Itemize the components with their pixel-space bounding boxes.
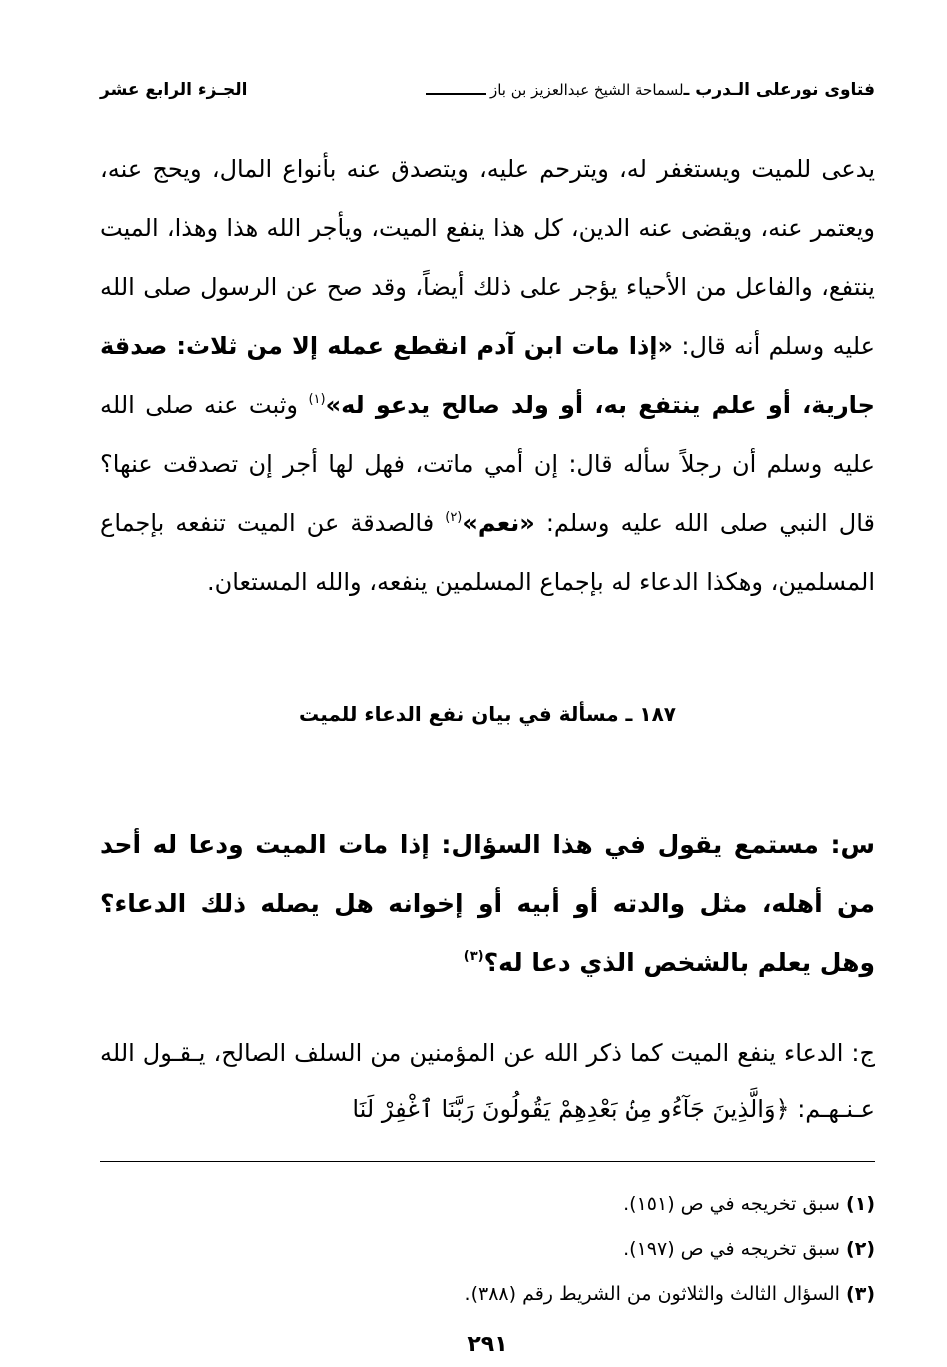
- footnote-text: سبق تخريجه في ص (١٩٧).: [623, 1238, 840, 1260]
- footnote-divider: [100, 1161, 875, 1162]
- footnote-ref-3: (٣): [463, 949, 484, 964]
- paragraph-1: [100, 140, 875, 612]
- question-text: مستمع يقول في هذا السؤال: إذا مات الميت ودعا له أحد من أهله، مثل والدته أو أبيه أو إخوانه هل يصله ذلك الدعاء؟ وهل يعلم بالشخص الذي دعا له؟: [100, 830, 875, 977]
- running-header: [100, 70, 875, 110]
- footnote-ref-1: (١): [308, 392, 326, 407]
- question-prefix: س:: [818, 830, 875, 859]
- page-number: ٢٩١: [467, 1332, 508, 1357]
- footnote-number: (٢): [846, 1238, 875, 1260]
- section-heading: ١٨٧ ـ مسألة في بيان نفع الدعاء للميت: [299, 702, 676, 726]
- footnote-text: السؤال الثالث والثلاثون من الشريط رقم (٣٨٨).: [464, 1283, 840, 1305]
- paragraph-1-text-c: فالصدقة عن الميت تنفعه بإجماع المسلمين، وهكذا الدعاء له بإجماع المسلمين ينفعه، والله المستعان.: [100, 509, 875, 596]
- footnote-number: (١): [846, 1193, 875, 1215]
- paragraph-1-text-a: يدعى للميت ويستغفر له، ويترحم عليه، ويتصدق عنه بأنواع المال، ويحج عنه، ويعتمر عنه، ويقضى عنه الدين، كل هذا ينفع الميت، ويأجر الله هذا وهذا، الميت ينتفع، والفاعل من الأحياء يؤجر على ذلك أيضاً، وقد صح عن الرسول صلى الله عليه وسلم أنه قال:: [100, 155, 875, 360]
- footnote-item: [100, 1272, 875, 1317]
- hadith-quote-2: «نعم»: [462, 509, 535, 537]
- footnote-ref-2: (٢): [445, 510, 463, 525]
- footnote-item: [100, 1182, 875, 1227]
- question-block: [100, 815, 875, 992]
- paragraph-1-text-b: وثبت عنه صلى الله عليه وسلم أن رجلاً سأله قال: إن أمي ماتت، فهل لها أجر إن تصدقت عنها؟ قال النبي صلى الله عليه وسلم:: [100, 391, 875, 537]
- footnote-text: سبق تخريجه في ص (١٥١).: [623, 1193, 840, 1215]
- answer-block: [100, 1025, 875, 1137]
- answer-text: ج: الدعاء ينفع الميت كما ذكر الله عن المؤمنين من السلف الصالح، يـقـول الله عـنـهـم:: [100, 1039, 875, 1123]
- footnote-number: (٣): [846, 1283, 875, 1305]
- quran-verse: ﴿وَالَّذِينَ جَآءُو مِنۢ بَعْدِهِمْ يَقُولُونَ رَبَّنَا ٱغْفِرْ لَنَا: [352, 1095, 790, 1123]
- header-author: لسماحة الشيخ عبدالعزيز بن باز: [489, 81, 684, 99]
- footnote-item: [100, 1227, 875, 1272]
- book-page: [100, 70, 875, 1357]
- header-rule: [426, 93, 486, 95]
- footnotes: [100, 1182, 875, 1317]
- header-book-title: فتاوى نورعلى الـدرب ـ: [683, 80, 875, 100]
- hadith-quote-1: «إذا مات ابن آدم انقطع عمله إلا من ثلاث: صدقة جارية، أو علم ينتفع به، أو ولد صالح يدعو له»: [100, 332, 875, 419]
- header-part: الجـزء الرابع عشر: [100, 80, 248, 100]
